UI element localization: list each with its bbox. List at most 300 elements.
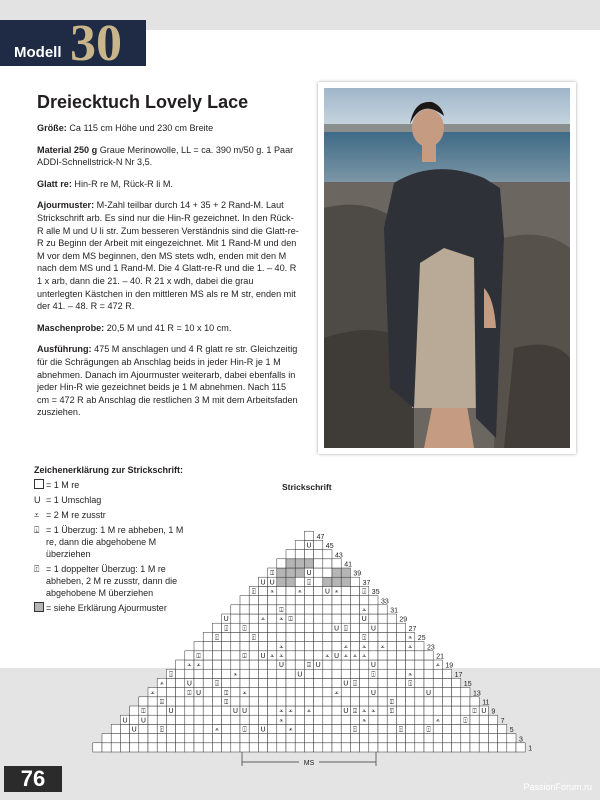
legend-text: = 1 M re <box>46 480 80 490</box>
chart-cell <box>231 605 240 614</box>
row-number-label: 35 <box>371 589 380 597</box>
chart-cell <box>314 596 323 605</box>
chart-cell <box>258 605 267 614</box>
chart-cell <box>424 743 433 752</box>
chart-cell <box>111 724 120 733</box>
chart-cell <box>470 697 479 706</box>
chart-cell <box>148 706 157 715</box>
chart-cell <box>268 724 277 733</box>
stockinette-text: Hin-R re M, Rück-R li M. <box>74 178 173 189</box>
chart-cell <box>498 743 507 752</box>
chart-cell <box>323 559 332 568</box>
chart-symbol: U <box>324 587 330 596</box>
chart-symbol: ⍗ <box>168 670 174 679</box>
chart-cell <box>323 623 332 632</box>
chart-cell <box>387 715 396 724</box>
chart-cell <box>396 623 405 632</box>
row-number-label: 19 <box>445 662 454 670</box>
chart-cell <box>295 678 304 687</box>
size-label: Größe: <box>37 123 67 133</box>
chart-symbol: ⩡ <box>362 652 367 660</box>
chart-cell <box>240 715 249 724</box>
chart-cell <box>350 632 359 641</box>
chart-cell <box>194 678 203 687</box>
chart-cell <box>378 605 387 614</box>
chart-cell <box>240 614 249 623</box>
chart-symbol: U <box>370 661 376 670</box>
chart-cell <box>479 715 488 724</box>
chart-symbol: U <box>370 688 376 697</box>
chart-symbol: U <box>370 624 376 633</box>
chart-cell <box>488 743 497 752</box>
chart-symbol: ⩡ <box>196 661 201 670</box>
chart-cell <box>212 715 221 724</box>
chart-cell <box>249 697 258 706</box>
chart-cell <box>258 706 267 715</box>
chart-cell <box>378 678 387 687</box>
chart-cell <box>231 651 240 660</box>
chart-cell <box>406 660 415 669</box>
chart-cell <box>212 697 221 706</box>
chart-cell <box>461 706 470 715</box>
chart-cell <box>194 669 203 678</box>
chart-cell <box>304 632 313 641</box>
chart-cell <box>424 651 433 660</box>
chart-cell <box>507 734 516 743</box>
chart-cell <box>341 734 350 743</box>
row-number-label: 11 <box>482 699 490 707</box>
chart-symbol: ⍐ <box>251 633 256 642</box>
chart-cell <box>176 706 185 715</box>
chart-cell <box>286 568 295 577</box>
chart-cell <box>148 715 157 724</box>
chart-symbol: ⩡ <box>279 642 284 651</box>
chart-cell <box>378 651 387 660</box>
chart-cell <box>203 706 212 715</box>
chart-cell <box>406 688 415 697</box>
chart-cell <box>332 568 341 577</box>
chart-cell <box>314 715 323 724</box>
chart-cell <box>433 706 442 715</box>
chart-symbol: ⩡ <box>435 716 440 725</box>
chart-cell <box>249 724 258 733</box>
chart-cell <box>286 743 295 752</box>
chart-cell <box>415 651 424 660</box>
chart-cell <box>479 724 488 733</box>
size-text: Ca 115 cm Höhe und 230 cm Breite <box>69 123 214 133</box>
chart-cell <box>341 743 350 752</box>
chart-cell <box>111 734 120 743</box>
chart-cell <box>176 688 185 697</box>
chart-cell <box>323 642 332 651</box>
chart-cell <box>240 660 249 669</box>
chart-cell <box>507 743 516 752</box>
chart-cell <box>258 697 267 706</box>
chart-cell <box>249 743 258 752</box>
chart-cell <box>249 660 258 669</box>
chart-cell <box>295 540 304 549</box>
chart-cell <box>295 559 304 568</box>
chart-cell <box>396 660 405 669</box>
chart-cell <box>222 743 231 752</box>
chart-cell <box>286 632 295 641</box>
chart-cell <box>222 632 231 641</box>
legend-text: = 1 Umschlag <box>46 495 102 505</box>
gauge-text: 20,5 M und 41 R = 10 x 10 cm. <box>106 322 232 333</box>
chart-cell <box>387 651 396 660</box>
chart-symbol: ⍐ <box>224 688 229 697</box>
chart-cell <box>433 678 442 687</box>
chart-symbol: ⩡ <box>233 670 238 679</box>
chart-cell <box>295 577 304 586</box>
chart-cell <box>387 669 396 678</box>
chart-cell <box>258 642 267 651</box>
chart-cell <box>516 743 525 752</box>
chart-cell <box>157 715 166 724</box>
chart-cell <box>277 688 286 697</box>
chart-cell <box>176 669 185 678</box>
chart-cell <box>415 706 424 715</box>
row-number-label: 17 <box>454 671 463 679</box>
chart-cell <box>387 724 396 733</box>
chart-cell <box>222 715 231 724</box>
chart-cell <box>350 614 359 623</box>
modell-label: Modell <box>14 44 62 61</box>
chart-symbol: ⩡ <box>362 642 367 651</box>
chart-cell <box>350 715 359 724</box>
chart-cell <box>396 715 405 724</box>
chart-cell <box>406 651 415 660</box>
chart-cell <box>203 688 212 697</box>
chart-cell <box>166 678 175 687</box>
chart-cell <box>323 614 332 623</box>
chart-cell <box>424 715 433 724</box>
chart-cell <box>350 642 359 651</box>
chart-cell <box>222 706 231 715</box>
chart-cell <box>304 734 313 743</box>
chart-cell <box>295 623 304 632</box>
chart-cell <box>442 715 451 724</box>
chart-cell <box>231 623 240 632</box>
chart-symbol: U <box>334 624 340 633</box>
chart-cell <box>203 697 212 706</box>
lace-pattern-text: M-Zahl teilbar durch 14 + 35 + 2 Rand-M. Laut Strickschrift arb. Es sind nur die Hin-R gezeichnet. In den Rück-R alle M und U li str. Zum besseren Verständnis sind die Glatt-re-R zu Beginn der Arbeit mit eingezeichnet. Mit 1 Rand-M und den M vor dem MS beginnen, den MS stets wdh, enden mit den M nach dem MS und 1 Rand-M. Die 4 Glatt-re-R und die 1. – 40. R 1 x arb, dann die 21. – 40. R 21 x wdh, dabei die grau unterlegten Kästchen in den mittleren MS als re M str, enden mit der 41. – 48. R = 472 R. <box>37 200 299 312</box>
row-number-label: 3 <box>519 736 523 744</box>
chart-cell <box>396 743 405 752</box>
chart-symbol: ⍐ <box>426 725 431 734</box>
chart-cell <box>341 568 350 577</box>
chart-cell <box>176 724 185 733</box>
chart-symbol: ⩡ <box>242 688 247 697</box>
chart-cell <box>286 605 295 614</box>
chart-symbol: ⩡ <box>279 707 284 716</box>
chart-symbol: ⩡ <box>270 652 275 660</box>
chart-cell <box>194 724 203 733</box>
chart-cell <box>194 715 203 724</box>
chart-cell <box>176 734 185 743</box>
double-decrease-icon: ⍐ <box>34 564 40 574</box>
chart-cell <box>369 697 378 706</box>
chart-symbol: ⩡ <box>334 587 339 596</box>
chart-cell <box>212 743 221 752</box>
chart-cell <box>240 697 249 706</box>
chart-cell <box>378 706 387 715</box>
chart-cell <box>286 642 295 651</box>
chart-cell <box>360 678 369 687</box>
chart-cell <box>488 734 497 743</box>
chart-cell <box>378 632 387 641</box>
row-number-label: 15 <box>463 681 472 689</box>
chart-cell <box>378 715 387 724</box>
chart-cell <box>240 605 249 614</box>
chart-symbol: ⩡ <box>159 679 164 688</box>
chart-cell <box>314 651 323 660</box>
chart-cell <box>240 642 249 651</box>
chart-cell <box>231 660 240 669</box>
chart-cell <box>268 678 277 687</box>
chart-cell <box>304 743 313 752</box>
chart-symbol: U <box>426 688 432 697</box>
chart-cell <box>286 678 295 687</box>
chart-cell <box>314 743 323 752</box>
chart-cell <box>268 632 277 641</box>
chart-cell <box>314 642 323 651</box>
chart-cell <box>286 669 295 678</box>
chart-cell <box>249 706 258 715</box>
chart-cell <box>166 743 175 752</box>
chart-cell <box>396 669 405 678</box>
chart-cell <box>268 669 277 678</box>
chart-cell <box>323 568 332 577</box>
chart-cell <box>249 623 258 632</box>
legend-text: = siehe Erklärung Ajourmuster <box>46 603 167 613</box>
chart-cell <box>350 605 359 614</box>
chart-cell <box>185 734 194 743</box>
chart-cell <box>387 734 396 743</box>
chart-cell <box>286 559 295 568</box>
chart-cell <box>332 660 341 669</box>
material-text: Graue Merinowolle, LL = ca. 390 m/50 g. 1 Paar ADDI-Schnellstrick-N Nr 3,5. <box>37 144 294 168</box>
chart-cell <box>222 678 231 687</box>
chart-cell <box>304 697 313 706</box>
chart-cell <box>360 660 369 669</box>
chart-cell <box>424 697 433 706</box>
chart-cell <box>203 743 212 752</box>
chart-cell <box>185 715 194 724</box>
chart-cell <box>120 734 129 743</box>
chart-cell <box>286 651 295 660</box>
page-title: Dreiecktuch Lovely Lace <box>37 92 249 112</box>
chart-cell <box>304 596 313 605</box>
chart-symbol: ⩡ <box>150 688 155 697</box>
chart-cell <box>203 724 212 733</box>
chart-cell <box>332 724 341 733</box>
chart-cell <box>203 660 212 669</box>
chart-cell <box>360 596 369 605</box>
chart-cell <box>249 734 258 743</box>
chart-cell <box>350 734 359 743</box>
chart-cell <box>249 678 258 687</box>
chart-cell <box>415 669 424 678</box>
chart-symbol: ⍗ <box>288 615 293 624</box>
chart-cell <box>378 743 387 752</box>
chart-cell <box>194 743 203 752</box>
chart-cell <box>277 669 286 678</box>
chart-cell <box>212 688 221 697</box>
chart-cell <box>360 734 369 743</box>
chart-cell <box>314 559 323 568</box>
chart-cell <box>304 559 313 568</box>
chart-symbol: ⩡ <box>362 707 367 716</box>
chart-cell <box>424 734 433 743</box>
row-number-label: 9 <box>491 708 496 716</box>
chart-symbol: ⩡ <box>362 716 367 725</box>
chart-cell <box>166 715 175 724</box>
chart-symbol: U <box>131 725 137 734</box>
chart-cell <box>442 688 451 697</box>
chart-cell <box>442 724 451 733</box>
chart-cell <box>415 724 424 733</box>
chart-cell <box>314 540 323 549</box>
chart-cell <box>258 734 267 743</box>
chart-cell <box>286 697 295 706</box>
chart-cell <box>314 623 323 632</box>
chart-cell <box>369 632 378 641</box>
chart-cell <box>442 734 451 743</box>
chart-cell <box>350 623 359 632</box>
chart-cell <box>185 651 194 660</box>
chart-cell <box>424 669 433 678</box>
chart-cell <box>470 715 479 724</box>
chart-symbol: ⩡ <box>307 707 311 716</box>
chart-cell <box>479 734 488 743</box>
row-number-label: 5 <box>509 727 514 735</box>
chart-cell <box>166 688 175 697</box>
chart-cell <box>378 724 387 733</box>
chart-cell <box>332 706 341 715</box>
chart-cell <box>304 550 313 559</box>
chart-cell <box>341 605 350 614</box>
chart-cell <box>148 697 157 706</box>
chart-cell <box>461 743 470 752</box>
chart-cell <box>194 706 203 715</box>
chart-symbol: ⩡ <box>279 716 284 725</box>
chart-cell <box>314 614 323 623</box>
chart-cell <box>212 669 221 678</box>
chart-cell <box>341 669 350 678</box>
row-number-label: 31 <box>390 607 398 615</box>
chart-cell <box>111 743 120 752</box>
chart-cell <box>323 669 332 678</box>
chart-cell <box>341 688 350 697</box>
chart-cell <box>350 660 359 669</box>
chart-cell <box>341 586 350 595</box>
chart-symbol: ⩡ <box>279 652 284 660</box>
chart-cell <box>406 743 415 752</box>
row-number-label: 13 <box>473 690 481 698</box>
chart-cell <box>139 697 148 706</box>
chart-cell <box>332 614 341 623</box>
chart-cell <box>185 724 194 733</box>
chart-cell <box>295 596 304 605</box>
chart-cell <box>295 642 304 651</box>
row-number-label: 39 <box>353 570 362 578</box>
row-number-label: 25 <box>417 635 426 643</box>
chart-cell <box>341 697 350 706</box>
chart-cell <box>323 678 332 687</box>
chart-cell <box>212 660 221 669</box>
chart-symbol: ⍗ <box>187 688 192 697</box>
chart-cell <box>406 734 415 743</box>
chart-symbol: U <box>260 725 266 734</box>
chart-cell <box>424 706 433 715</box>
chart-cell <box>470 734 479 743</box>
chart-cell <box>406 706 415 715</box>
row-number-label: 47 <box>316 533 325 541</box>
chart-symbol: U <box>223 615 229 624</box>
chart-cell <box>258 632 267 641</box>
chart-cell <box>415 688 424 697</box>
chart-symbol: U <box>278 661 284 670</box>
chart-cell <box>387 743 396 752</box>
chart-cell <box>240 596 249 605</box>
chart-cell <box>203 651 212 660</box>
chart-cell <box>268 605 277 614</box>
chart-symbol: ⍐ <box>242 624 247 633</box>
chart-cell <box>433 734 442 743</box>
chart-cell <box>130 715 139 724</box>
chart-symbol: U <box>361 615 367 624</box>
chart-cell <box>433 688 442 697</box>
chart-cell <box>203 632 212 641</box>
chart-cell <box>369 715 378 724</box>
chart-symbol: ⍗ <box>214 679 220 688</box>
chart-cell <box>369 678 378 687</box>
chart-cell <box>452 678 461 687</box>
chart-cell <box>332 596 341 605</box>
chart-cell <box>249 642 258 651</box>
chart-symbol: ⍗ <box>343 624 348 633</box>
chart-cell <box>268 734 277 743</box>
chart-cell <box>157 706 166 715</box>
chart-cell <box>332 577 341 586</box>
chart-symbol: U <box>232 707 238 716</box>
chart-cell <box>185 669 194 678</box>
chart-cell <box>314 605 323 614</box>
chart-symbol: ⍐ <box>398 725 404 734</box>
chart-cell <box>176 715 185 724</box>
chart-cell <box>341 577 350 586</box>
chart-cell <box>268 623 277 632</box>
chart-cell <box>139 743 148 752</box>
yarn-over-icon: U <box>34 495 41 505</box>
chart-cell <box>277 623 286 632</box>
chart-cell <box>387 678 396 687</box>
chart-symbol: ⍗ <box>224 624 229 633</box>
chart-cell <box>268 688 277 697</box>
chart-cell <box>286 660 295 669</box>
chart-cell <box>314 568 323 577</box>
chart-cell <box>203 734 212 743</box>
chart-symbol: ⍐ <box>251 587 256 596</box>
chart-cell <box>452 715 461 724</box>
chart-cell <box>231 715 240 724</box>
chart-cell <box>231 678 240 687</box>
chart-cell <box>406 724 415 733</box>
chart-cell <box>323 688 332 697</box>
chart-cell <box>452 697 461 706</box>
chart-cell <box>378 669 387 678</box>
